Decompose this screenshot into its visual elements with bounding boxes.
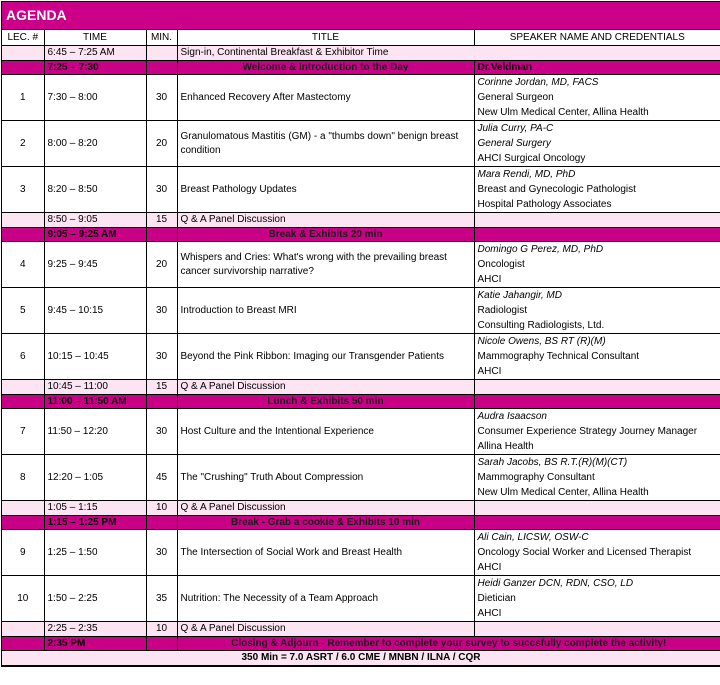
- speaker-org: AHCI: [477, 562, 502, 573]
- panel-title: Q & A Panel Discussion: [177, 501, 474, 516]
- speaker-org: New Ulm Medical Center, Allina Health: [477, 487, 649, 498]
- speaker-role: Oncologist: [477, 259, 525, 270]
- header-row: [2, 30, 720, 46]
- lecture-minutes: 20: [146, 121, 177, 167]
- lecture-row: [2, 409, 720, 455]
- speaker-org: AHCI: [477, 608, 502, 619]
- break-row: [2, 395, 720, 409]
- lecture-time: 1:50 – 2:25: [44, 576, 146, 622]
- panel-title: Q & A Panel Discussion: [177, 380, 474, 395]
- break-title: Lunch & Exhibits 50 min: [177, 395, 474, 409]
- lecture-row: [2, 455, 720, 501]
- lecture-minutes: 30: [146, 75, 177, 121]
- lecture-speaker: [474, 288, 720, 334]
- lecture-time: 7:30 – 8:00: [44, 75, 146, 121]
- credits-footer: 350 Min = 7.0 ASRT / 6.0 CME / MNBN / ILNA / CQR: [2, 651, 720, 666]
- signin-time: 6:45 – 7:25 AM: [44, 46, 146, 61]
- lecture-minutes: 30: [146, 288, 177, 334]
- speaker-org: AHCI Surgical Oncology: [477, 153, 586, 164]
- col-header-min: MIN.: [146, 30, 177, 46]
- lecture-minutes: 30: [146, 530, 177, 576]
- lecture-speaker: [474, 242, 720, 288]
- speaker-role: Mammography Consultant: [477, 472, 595, 483]
- panel-time: 8:50 – 9:05: [44, 213, 146, 228]
- break-time: 1:15 – 1:25 PM: [44, 516, 146, 530]
- panel-time: 10:45 – 11:00: [44, 380, 146, 395]
- speaker-name: Heidi Ganzer DCN, RDN, CSO, LD: [477, 578, 634, 589]
- lecture-number: 3: [2, 167, 44, 213]
- col-header-lec: LEC. #: [2, 30, 44, 46]
- speaker-org: Hospital Pathology Associates: [477, 199, 612, 210]
- speaker-name: Katie Jahangir, MD: [477, 290, 562, 301]
- lecture-row: [2, 288, 720, 334]
- speaker-role: Breast and Gynecologic Pathologist: [477, 184, 636, 195]
- lecture-time: 1:25 – 1:50: [44, 530, 146, 576]
- lecture-title: Whispers and Cries: What's wrong with the prevailing breast cancer survivorship narrative?: [177, 242, 474, 288]
- lecture-row: [2, 242, 720, 288]
- panel-title: Q & A Panel Discussion: [177, 213, 474, 228]
- lecture-title: The "Crushing" Truth About Compression: [177, 455, 474, 501]
- lecture-row: [2, 334, 720, 380]
- closing-row: [2, 637, 720, 651]
- lecture-title: Breast Pathology Updates: [177, 167, 474, 213]
- welcome-time: 7:25 – 7:30: [44, 61, 146, 75]
- welcome-title: Welcome & Introduction to the Day: [177, 61, 474, 75]
- closing-time: 2:35 PM: [44, 637, 146, 651]
- panel-row: [2, 213, 720, 228]
- lecture-time: 9:45 – 10:15: [44, 288, 146, 334]
- lecture-speaker: [474, 75, 720, 121]
- col-header-title: TITLE: [177, 30, 474, 46]
- lecture-time: 12:20 – 1:05: [44, 455, 146, 501]
- speaker-name: Sarah Jacobs, BS R.T.(R)(M)(CT): [477, 457, 628, 468]
- speaker-role: Consumer Experience Strategy Journey Manager: [477, 426, 698, 437]
- break-row: [2, 228, 720, 242]
- speaker-org: New Ulm Medical Center, Allina Health: [477, 107, 649, 118]
- lecture-minutes: 20: [146, 242, 177, 288]
- break-row: [2, 516, 720, 530]
- panel-time: 2:25 – 2:35: [44, 622, 146, 637]
- lecture-title: The Intersection of Social Work and Breast Health: [177, 530, 474, 576]
- lecture-time: 11:50 – 12:20: [44, 409, 146, 455]
- lecture-number: 8: [2, 455, 44, 501]
- speaker-org: AHCI: [477, 366, 502, 377]
- lecture-minutes: 45: [146, 455, 177, 501]
- speaker-org: AHCI: [477, 274, 502, 285]
- lecture-minutes: 30: [146, 167, 177, 213]
- lecture-time: 8:20 – 8:50: [44, 167, 146, 213]
- lecture-speaker: [474, 409, 720, 455]
- lecture-time: 8:00 – 8:20: [44, 121, 146, 167]
- lecture-number: 6: [2, 334, 44, 380]
- signin-row: [2, 46, 720, 61]
- agenda-title: AGENDA: [2, 2, 720, 30]
- signin-title: Sign-in, Continental Breakfast & Exhibitor Time: [177, 46, 720, 61]
- panel-minutes: 10: [146, 622, 177, 637]
- lecture-number: 9: [2, 530, 44, 576]
- break-time: 11:00 – 11:50 AM: [44, 395, 146, 409]
- speaker-role: General Surgery: [477, 138, 551, 149]
- col-header-speaker: SPEAKER NAME AND CREDENTIALS: [474, 30, 720, 46]
- panel-row: [2, 501, 720, 516]
- break-title: Break - Grab a cookie & Exhibits 10 min: [177, 516, 474, 530]
- agenda-table: [2, 30, 720, 666]
- lecture-number: 4: [2, 242, 44, 288]
- welcome-row: [2, 61, 720, 75]
- speaker-name: Julia Curry, PA-C: [477, 123, 554, 134]
- lecture-title: Granulomatous Mastitis (GM) - a "thumbs down" benign breast condition: [177, 121, 474, 167]
- lecture-speaker: [474, 455, 720, 501]
- lecture-title: Introduction to Breast MRI: [177, 288, 474, 334]
- panel-minutes: 15: [146, 380, 177, 395]
- lecture-minutes: 30: [146, 334, 177, 380]
- speaker-org: Consulting Radiologists, Ltd.: [477, 320, 605, 331]
- panel-time: 1:05 – 1:15: [44, 501, 146, 516]
- panel-row: [2, 380, 720, 395]
- speaker-name: Nicole Owens, BS RT (R)(M): [477, 336, 606, 347]
- break-title: Break & Exhibits 20 min: [177, 228, 474, 242]
- panel-title: Q & A Panel Discussion: [177, 622, 474, 637]
- credits-footer-row: [2, 651, 720, 666]
- speaker-name: Audra Isaacson: [477, 411, 547, 422]
- agenda-sheet: [1, 1, 720, 667]
- lecture-number: 7: [2, 409, 44, 455]
- lecture-number: 5: [2, 288, 44, 334]
- speaker-role: General Surgeon: [477, 92, 554, 103]
- panel-row: [2, 622, 720, 637]
- lecture-speaker: [474, 530, 720, 576]
- welcome-speaker: Dr.Veldman: [474, 61, 720, 75]
- lecture-speaker: [474, 121, 720, 167]
- break-time: 9:05 – 9:25 AM: [44, 228, 146, 242]
- lecture-speaker: [474, 576, 720, 622]
- lecture-number: 1: [2, 75, 44, 121]
- lecture-number: 10: [2, 576, 44, 622]
- lecture-row: [2, 576, 720, 622]
- panel-minutes: 15: [146, 213, 177, 228]
- lecture-speaker: [474, 334, 720, 380]
- lecture-number: 2: [2, 121, 44, 167]
- speaker-role: Radiologist: [477, 305, 527, 316]
- lecture-time: 10:15 – 10:45: [44, 334, 146, 380]
- lecture-minutes: 35: [146, 576, 177, 622]
- lecture-title: Host Culture and the Intentional Experience: [177, 409, 474, 455]
- speaker-name: Domingo G Perez, MD, PhD: [477, 244, 604, 255]
- lecture-row: [2, 530, 720, 576]
- speaker-role: Dietician: [477, 593, 516, 604]
- speaker-name: Corinne Jordan, MD, FACS: [477, 77, 599, 88]
- speaker-name: Ali Cain, LICSW, OSW-C: [477, 532, 589, 543]
- panel-minutes: 10: [146, 501, 177, 516]
- closing-title: Closing & Adjourn - Remember to complete your survey to succsfully complete the activity!: [177, 637, 720, 651]
- lecture-title: Nutrition: The Necessity of a Team Approach: [177, 576, 474, 622]
- lecture-title: Beyond the Pink Ribbon: Imaging our Transgender Patients: [177, 334, 474, 380]
- speaker-role: Oncology Social Worker and Licensed Therapist: [477, 547, 692, 558]
- lecture-minutes: 30: [146, 409, 177, 455]
- speaker-org: Allina Health: [477, 441, 534, 452]
- lecture-row: [2, 75, 720, 121]
- speaker-name: Mara Rendi, MD, PhD: [477, 169, 576, 180]
- lecture-time: 9:25 – 9:45: [44, 242, 146, 288]
- lecture-speaker: [474, 167, 720, 213]
- lecture-row: [2, 121, 720, 167]
- speaker-role: Mammography Technical Consultant: [477, 351, 640, 362]
- lecture-title: Enhanced Recovery After Mastectomy: [177, 75, 474, 121]
- lecture-row: [2, 167, 720, 213]
- col-header-time: TIME: [44, 30, 146, 46]
